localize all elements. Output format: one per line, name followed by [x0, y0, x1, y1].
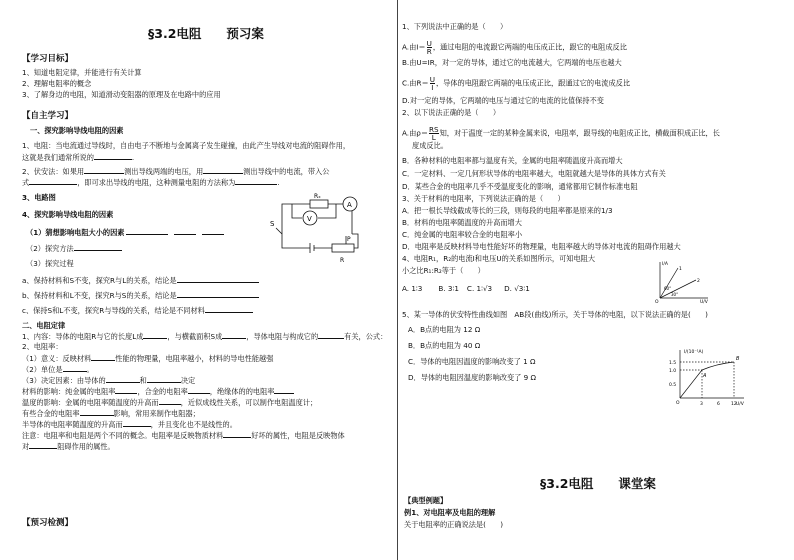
- method-label: （2）探究方法: [26, 243, 122, 253]
- process-label: （3）探究过程: [26, 259, 74, 268]
- class-plan-title: §3.2电阻 课堂案: [540, 476, 656, 491]
- q1-stem: 1、下列说法中正确的是（ ）: [402, 22, 508, 31]
- label-rx: Rₓ: [314, 193, 321, 200]
- q1-option-b: B.由U=IR，对一定的导体，通过它的电流越大，它两端的电压也越大: [402, 58, 622, 67]
- q2-option-d: D．某些合金的电阻率几乎不受温度变化的影响，通常都用它制作标准电阻: [402, 182, 638, 191]
- law-line-11: 对 阻碍作用的属性。: [22, 442, 115, 451]
- goal-item: 3、了解身边的电阻，知道滑动变阻器的原理及在电路中的应用: [22, 90, 221, 99]
- law-line-3: （1）意义：反映材料 性能的物理量，电阻率越小，材料的导电性能越强: [22, 354, 274, 363]
- q4-options: A. 1∶3 B. 3∶1 C. 1∶√3 D. √3∶1: [402, 284, 530, 293]
- law-line-1: 1、内容：导体的电阻R与它的长度L成 ，与横截面积S成 ，导体电阻与构成它的 有关，公式：: [22, 332, 388, 341]
- preview-check-heading: 【预习检测】: [22, 518, 74, 528]
- law-line-9: 半导体的电阻率随温度的升高而 ，并且变化也不是线性的。: [22, 420, 237, 429]
- q5-option-d: D．导体的电阻因温度的影响改变了 9 Ω: [408, 373, 536, 382]
- circuit-diagram: [262, 192, 372, 267]
- q5-y-tick: 0.5: [669, 383, 677, 388]
- preview-plan-title: §3.2电阻 预习案: [148, 26, 264, 41]
- left-column-preview-plan: [0, 0, 396, 560]
- q3-option-c: C．纯金属的电阻率较合金的电阻率小: [402, 230, 523, 239]
- label-voltmeter: V: [307, 215, 312, 223]
- resistance-definition-cont: 这就是我们通常所说的 .: [22, 153, 135, 162]
- q2-option-b: B．各种材料的电阻率都与温度有关，金属的电阻率随温度升高而增大: [402, 156, 623, 165]
- q3-option-d: D．电阻率是反映材料导电性能好坏的物理量，电阻率越大的导体对电流的阻碍作用越大: [402, 242, 681, 251]
- q2-option-a: A.由ρ＝ $\frac{RS}{L}$ 知，对于温度一定的某种金属来说，电阻率，跟导线的电阻成正比，横截面积成正比，长: [402, 125, 720, 142]
- label-ammeter: A: [347, 201, 352, 209]
- q5-x-tick: 12: [731, 402, 737, 407]
- voltammetry-line-2: 式 ，即可求出导线的电阻，这种测量电阻的方法称为 .: [22, 178, 280, 187]
- q5-option-b: B．B点的电阻为 40 Ω: [408, 341, 481, 350]
- law-line-10: 注意：电阻率和电阻是两个不同的概念。电阻率是反映物质材料 好坏的属性，电阻是反映物体: [22, 431, 345, 440]
- self-study-heading: 【自主学习】: [22, 111, 74, 121]
- q4-angle-1: 60°: [664, 286, 672, 291]
- q3-option-a: A．把一根长导线截成等长的三段，则每段的电阻率都是原来的1/3: [402, 206, 613, 215]
- q4-line-2-label: 2: [697, 279, 700, 284]
- q1-option-c: C.由R＝ $\frac{U}{I}$ ，导体的电阻跟它两端的电压成正比，跟通过它的电流成反比: [402, 75, 631, 92]
- q4-stem-line-1: 4、电阻R₁，R₂的电流I和电压U的关系如图所示，可知电阻大: [402, 254, 596, 263]
- voltmeter-wire-left: [292, 204, 302, 218]
- circuit-wire-left: [282, 234, 310, 248]
- resistance-definition: 1、电阻：当电流通过导线时，自由电子不断地与金属离子发生碰撞，由此产生导线对电流的阻碍作用，: [22, 141, 351, 150]
- q4-line-1-label: 1: [679, 267, 682, 272]
- example1-title: 例1、对电阻率及电阻的理解: [404, 508, 496, 517]
- guess-label: （1）猜想影响电阻大小的因素: [26, 227, 224, 237]
- law-line-8: 有些合金的电阻率 影响，常用来制作电阻器；: [22, 409, 200, 418]
- q5-y-tick: 1.0: [669, 369, 677, 374]
- learning-goals-heading: 【学习目标】: [22, 54, 74, 64]
- q4-origin-label: O: [655, 300, 659, 304]
- q5-iu-graph: [668, 346, 748, 408]
- label-slider: P: [347, 236, 351, 243]
- typical-examples-heading: 【典型例题】: [404, 496, 448, 505]
- q2-option-c: C．一定材料、一定几何形状导体的电阻率越大，电阻就越大是导体的具体方式有关: [402, 169, 666, 178]
- label-switch: S: [270, 220, 275, 228]
- part1-title: 一、探究影响导线电阻的因素: [30, 126, 124, 135]
- right-column-questions: [398, 0, 794, 560]
- q5-point-a-label: A: [703, 373, 707, 379]
- law-line-4: （2）单位是 。: [22, 365, 94, 374]
- goal-item: 1、知道电阻定律，并能进行有关计算: [22, 68, 142, 77]
- q5-curve-ab: [702, 362, 734, 370]
- q3-stem: 3、关于材料的电阻率，下列说法正确的是（ ）: [402, 194, 565, 203]
- law-line-7: 温度的影响：金属的电阻率随温度的升高而 ，近似成线性关系，可以制作电阻温度计；: [22, 398, 318, 407]
- process-step-a: a、保持材料和S不变，探究R与L的关系，结论是: [22, 275, 259, 285]
- q4-y-axis-label: I/A: [662, 262, 668, 267]
- q5-option-a: A．B点的电阻为 12 Ω: [408, 325, 481, 334]
- q4-iu-graph: [652, 258, 712, 304]
- q5-origin-label: O: [676, 401, 680, 406]
- q2-option-a-cont: 度成反比。: [412, 141, 448, 150]
- q4-angle-2: 30°: [671, 292, 679, 297]
- q5-stem: 5、某一导体的伏安特性曲线如图 AB段(曲线)所示，关于导体的电阻，以下说法正确的是( ): [402, 310, 708, 319]
- q5-x-tick: 6: [717, 402, 720, 407]
- circuit-heading: 3、电路图: [22, 193, 56, 202]
- process-step-c: c、保持S和L不变，探究R与导线的关系，结论是不同材料: [22, 305, 253, 315]
- switch-icon: [276, 228, 282, 234]
- voltammetry-line-1: 2、伏安法：如果用 测出导线两端的电压，用 测出导线中的电流，带入公: [22, 167, 330, 176]
- q3-option-b: B．材料的电阻率随温度的升高而增大: [402, 218, 522, 227]
- law-line-5: （3）决定因素：由导体的 和 决定: [22, 376, 196, 385]
- q4-stem-line-2: 小之比R₁:R₂等于（ ）: [402, 266, 485, 275]
- law-line-2: 2、电阻率：: [22, 342, 63, 351]
- label-rheostat: R: [340, 257, 345, 264]
- goal-item: 2、理解电阻率的概念: [22, 79, 92, 88]
- q1-option-a: A.由I＝ $\frac{U}{R}$ ，通过电阻的电流跟它两端的电压成正比，跟它的电阻成反比: [402, 39, 627, 56]
- q5-x-axis-label: U/V: [736, 402, 744, 407]
- q5-point-b-label: B: [736, 356, 740, 362]
- q5-option-c: C．导体的电阻因温度的影响改变了 1 Ω: [408, 357, 536, 366]
- q5-y-tick: 1.5: [669, 361, 677, 366]
- example1-stem: 关于电阻率的正确说法是( ): [404, 520, 504, 529]
- q5-x-tick: 3: [700, 402, 703, 407]
- part2-title: 二、电阻定律: [22, 321, 66, 330]
- rheostat-icon: [332, 244, 354, 252]
- explore-heading: 4、探究影响导线电阻的因素: [22, 210, 114, 219]
- q1-option-d: D.对一定的导体，它两端的电压与通过它的电流的比值保持不变: [402, 96, 604, 105]
- q5-y-axis-label: I/(10⁻¹A): [684, 350, 704, 355]
- process-step-b: b、保持材料和L不变，探究R与S的关系，结论是: [22, 290, 259, 300]
- law-line-6: 材料的影响：纯金属的电阻率 ，合金的电阻率 ，绝缘体的的电阻率: [22, 386, 294, 396]
- q4-x-axis-label: U/V: [700, 300, 708, 304]
- resistor-rx: [310, 200, 328, 208]
- q2-stem: 2、以下说法正确的是（ ）: [402, 108, 501, 117]
- q5-line-oa: [680, 370, 702, 398]
